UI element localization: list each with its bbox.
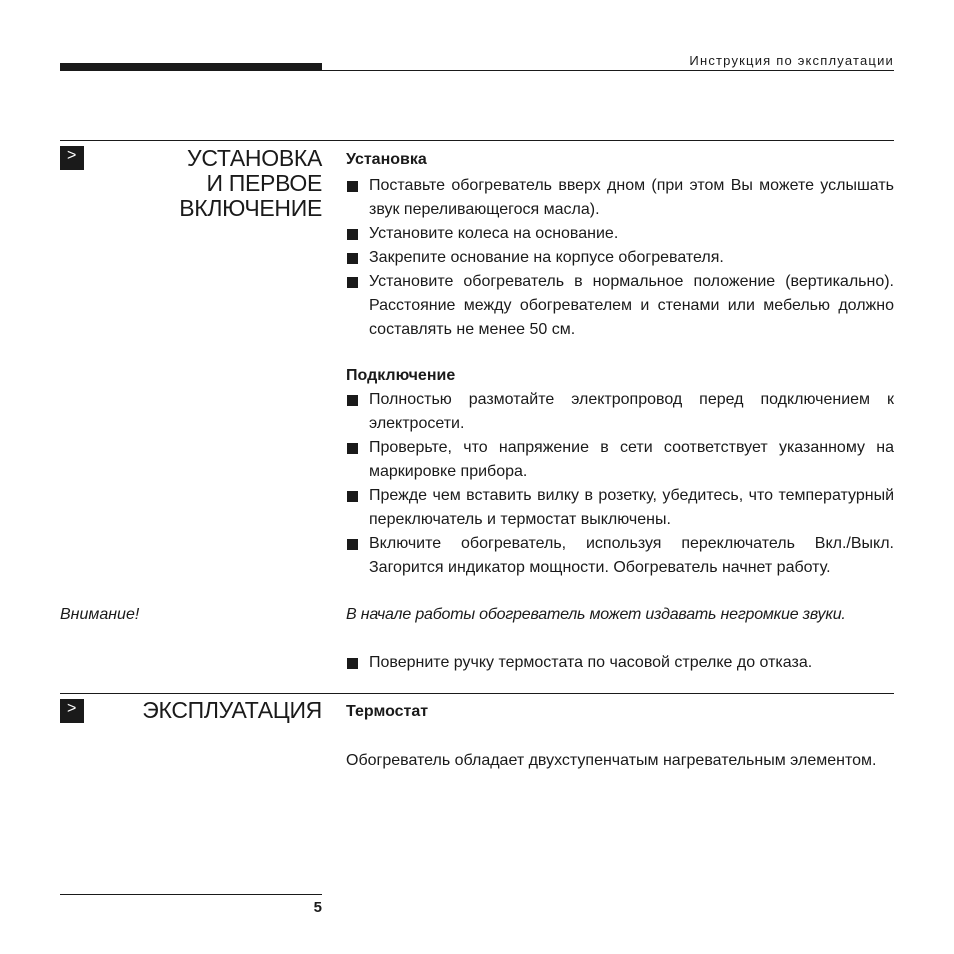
header-bar: [60, 63, 322, 71]
list-item: Установите колеса на основание.: [346, 222, 894, 246]
subheading-connect: Подключение: [346, 367, 456, 384]
connect-list: [346, 388, 894, 580]
list-item: Установите обогреватель в нормальное положение (вертикально). Расстояние между обогревателем и стенами или мебелью должно составлять не менее 50 см.: [346, 270, 894, 342]
section-title-operation: ЭКСПЛУАТАЦИЯ: [142, 697, 322, 723]
section-marker-icon: >: [60, 146, 84, 170]
list-item: Полностью размотайте электропровод перед подключением к электросети.: [346, 388, 894, 436]
subheading-thermostat: Термостат: [346, 703, 429, 720]
subheading-install: Установка: [346, 151, 427, 168]
warning-label: Внимание!: [60, 606, 140, 623]
header-rule: [322, 70, 894, 71]
list-item: Поверните ручку термостата по часовой стрелке до отказа.: [346, 651, 894, 675]
install-list: [346, 174, 894, 342]
section-divider: [60, 693, 894, 694]
section-marker-icon: >: [60, 699, 84, 723]
warning-text: В начале работы обогреватель может издавать негромкие звуки.: [346, 606, 846, 623]
footer-rule: [60, 894, 322, 895]
section-title-install: УСТАНОВКА И ПЕРВОЕ ВКЛЮЧЕНИЕ: [179, 145, 322, 221]
final-list: [346, 651, 894, 675]
list-item: Прежде чем вставить вилку в розетку, убедитесь, что температурный переключатель и термостат выключены.: [346, 484, 894, 532]
section-divider: [60, 140, 894, 141]
list-item: Включите обогреватель, используя переключатель Вкл./Выкл. Загорится индикатор мощности. Обогреватель начнет работу.: [346, 532, 894, 580]
list-item: Поставьте обогреватель вверх дном (при этом Вы можете услышать звук переливающегося масла).: [346, 174, 894, 222]
page-number: 5: [313, 899, 322, 916]
list-item: Закрепите основание на корпусе обогревателя.: [346, 246, 894, 270]
thermostat-paragraph: Обогреватель обладает двухступенчатым нагревательным элементом.: [346, 752, 877, 769]
running-header: Инструкция по эксплуатации: [689, 53, 894, 68]
list-item: Проверьте, что напряжение в сети соответствует указанному на маркировке прибора.: [346, 436, 894, 484]
